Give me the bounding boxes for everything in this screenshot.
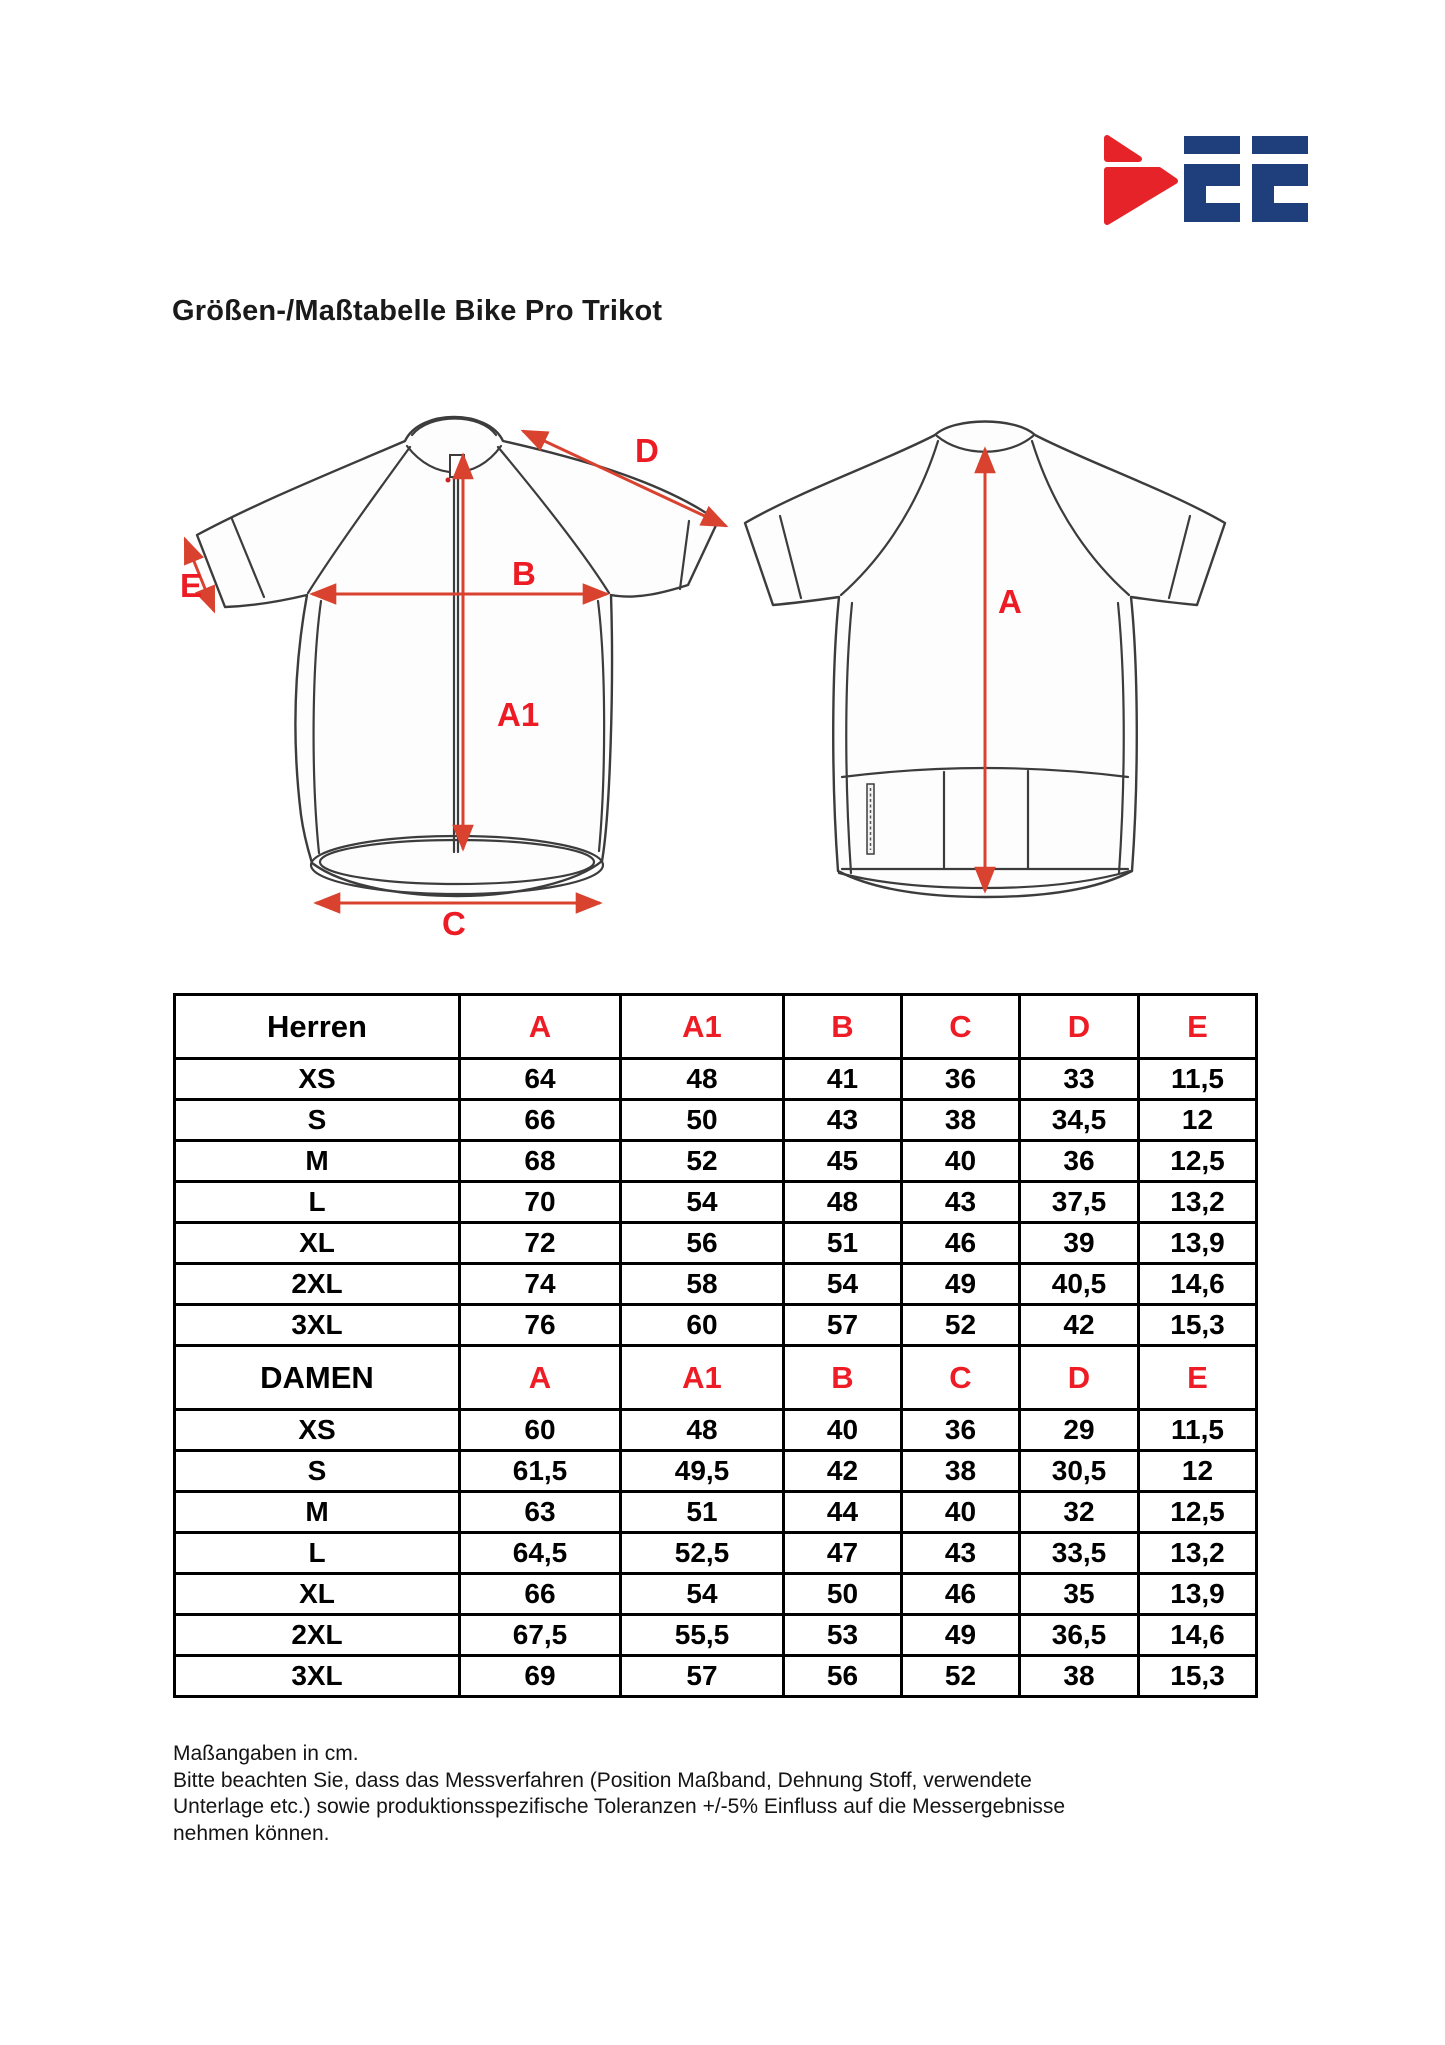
value-cell: 12,5 [1139, 1492, 1257, 1533]
value-cell: 52,5 [621, 1533, 784, 1574]
value-cell: 36,5 [1020, 1615, 1139, 1656]
value-cell: 13,9 [1139, 1223, 1257, 1264]
value-cell: 63 [460, 1492, 621, 1533]
size-cell: 3XL [175, 1305, 460, 1346]
logo-red-arrow-icon [1107, 138, 1175, 222]
value-cell: 42 [784, 1451, 902, 1492]
value-cell: 32 [1020, 1492, 1139, 1533]
footer-line: Bitte beachten Sie, dass das Messverfahren (Position Maßband, Dehnung Stoff, verwendete [173, 1768, 1032, 1792]
value-cell: 56 [621, 1223, 784, 1264]
size-cell: XS [175, 1059, 460, 1100]
footer-line: Maßangaben in cm. [173, 1742, 359, 1765]
value-cell: 44 [784, 1492, 902, 1533]
value-cell: 14,6 [1139, 1615, 1257, 1656]
value-cell: 30,5 [1020, 1451, 1139, 1492]
column-letter: A [460, 995, 621, 1059]
page-title: Größen-/Maßtabelle Bike Pro Trikot [172, 295, 663, 327]
value-cell: 66 [460, 1574, 621, 1615]
value-cell: 52 [902, 1656, 1020, 1697]
value-cell: 47 [784, 1533, 902, 1574]
value-cell: 40 [902, 1141, 1020, 1182]
table-row [175, 1451, 1257, 1492]
column-letter: B [784, 995, 902, 1059]
value-cell: 13,2 [1139, 1533, 1257, 1574]
value-cell: 72 [460, 1223, 621, 1264]
value-cell: 43 [902, 1182, 1020, 1223]
value-cell: 38 [902, 1100, 1020, 1141]
footer-line: nehmen können. [173, 1821, 330, 1845]
value-cell: 52 [621, 1141, 784, 1182]
size-cell: 3XL [175, 1656, 460, 1697]
value-cell: 49 [902, 1615, 1020, 1656]
value-cell: 60 [460, 1410, 621, 1451]
value-cell: 57 [621, 1656, 784, 1697]
value-cell: 49 [902, 1264, 1020, 1305]
value-cell: 46 [902, 1574, 1020, 1615]
value-cell: 48 [621, 1059, 784, 1100]
table-row [175, 1223, 1257, 1264]
value-cell: 12 [1139, 1451, 1257, 1492]
value-cell: 70 [460, 1182, 621, 1223]
size-cell: S [175, 1100, 460, 1141]
column-letter: D [1020, 1346, 1139, 1410]
column-letter: C [902, 995, 1020, 1059]
value-cell: 12 [1139, 1100, 1257, 1141]
value-cell: 53 [784, 1615, 902, 1656]
table-row [175, 1182, 1257, 1223]
table-row [175, 1141, 1257, 1182]
size-cell: XS [175, 1410, 460, 1451]
value-cell: 50 [784, 1574, 902, 1615]
value-cell: 41 [784, 1059, 902, 1100]
value-cell: 34,5 [1020, 1100, 1139, 1141]
column-letter: C [902, 1346, 1020, 1410]
table-row [175, 1410, 1257, 1451]
measure-label-d: D [635, 432, 659, 469]
logo-ee-letters [1184, 136, 1308, 222]
measure-label-a1: A1 [497, 696, 540, 733]
value-cell: 46 [902, 1223, 1020, 1264]
table-row [175, 1059, 1257, 1100]
table-row [175, 1574, 1257, 1615]
table-row [175, 1305, 1257, 1346]
value-cell: 15,3 [1139, 1305, 1257, 1346]
value-cell: 29 [1020, 1410, 1139, 1451]
value-cell: 51 [784, 1223, 902, 1264]
size-cell: XL [175, 1574, 460, 1615]
table-row [175, 1656, 1257, 1697]
table-row [175, 1100, 1257, 1141]
value-cell: 64,5 [460, 1533, 621, 1574]
size-table [173, 993, 1258, 1698]
column-letter: E [1139, 995, 1257, 1059]
footer-note [173, 1741, 1363, 1847]
value-cell: 36 [902, 1059, 1020, 1100]
measure-label-a: A [998, 583, 1022, 620]
value-cell: 37,5 [1020, 1182, 1139, 1223]
size-table-body [175, 995, 1257, 1697]
column-letter: A1 [621, 995, 784, 1059]
value-cell: 33,5 [1020, 1533, 1139, 1574]
column-letter: A [460, 1346, 621, 1410]
value-cell: 40 [784, 1410, 902, 1451]
jersey-front-drawing [197, 417, 718, 896]
section-header-row [175, 1346, 1257, 1410]
value-cell: 61,5 [460, 1451, 621, 1492]
value-cell: 43 [902, 1533, 1020, 1574]
column-letter: D [1020, 995, 1139, 1059]
value-cell: 39 [1020, 1223, 1139, 1264]
measure-label-e: E [180, 567, 203, 604]
value-cell: 54 [621, 1182, 784, 1223]
value-cell: 58 [621, 1264, 784, 1305]
table-row [175, 1492, 1257, 1533]
size-cell: 2XL [175, 1264, 460, 1305]
value-cell: 12,5 [1139, 1141, 1257, 1182]
value-cell: 49,5 [621, 1451, 784, 1492]
value-cell: 15,3 [1139, 1656, 1257, 1697]
value-cell: 48 [621, 1410, 784, 1451]
value-cell: 42 [1020, 1305, 1139, 1346]
size-cell: L [175, 1533, 460, 1574]
table-row [175, 1615, 1257, 1656]
table-row [175, 1533, 1257, 1574]
value-cell: 11,5 [1139, 1059, 1257, 1100]
value-cell: 50 [621, 1100, 784, 1141]
measure-label-c: C [442, 905, 466, 942]
value-cell: 56 [784, 1656, 902, 1697]
table-row [175, 1264, 1257, 1305]
column-letter: A1 [621, 1346, 784, 1410]
value-cell: 33 [1020, 1059, 1139, 1100]
jersey-measurement-diagram [140, 385, 1260, 995]
value-cell: 64 [460, 1059, 621, 1100]
section-label: DAMEN [175, 1346, 460, 1410]
measure-label-b: B [512, 555, 536, 592]
column-letter: B [784, 1346, 902, 1410]
value-cell: 43 [784, 1100, 902, 1141]
value-cell: 36 [902, 1410, 1020, 1451]
value-cell: 66 [460, 1100, 621, 1141]
value-cell: 67,5 [460, 1615, 621, 1656]
section-label: Herren [175, 995, 460, 1059]
value-cell: 40 [902, 1492, 1020, 1533]
section-header-row [175, 995, 1257, 1059]
value-cell: 13,2 [1139, 1182, 1257, 1223]
value-cell: 51 [621, 1492, 784, 1533]
value-cell: 45 [784, 1141, 902, 1182]
size-cell: M [175, 1141, 460, 1182]
footer-line: Unterlage etc.) sowie produktionsspezifische Toleranzen +/-5% Einfluss auf die Messergebnisse [173, 1795, 1065, 1818]
value-cell: 35 [1020, 1574, 1139, 1615]
value-cell: 57 [784, 1305, 902, 1346]
value-cell: 69 [460, 1656, 621, 1697]
value-cell: 55,5 [621, 1615, 784, 1656]
value-cell: 54 [784, 1264, 902, 1305]
value-cell: 38 [902, 1451, 1020, 1492]
value-cell: 54 [621, 1574, 784, 1615]
zipper-dot [446, 478, 451, 483]
size-cell: XL [175, 1223, 460, 1264]
value-cell: 38 [1020, 1656, 1139, 1697]
value-cell: 76 [460, 1305, 621, 1346]
value-cell: 48 [784, 1182, 902, 1223]
size-cell: L [175, 1182, 460, 1223]
value-cell: 13,9 [1139, 1574, 1257, 1615]
value-cell: 11,5 [1139, 1410, 1257, 1451]
value-cell: 36 [1020, 1141, 1139, 1182]
value-cell: 60 [621, 1305, 784, 1346]
size-cell: M [175, 1492, 460, 1533]
value-cell: 74 [460, 1264, 621, 1305]
size-cell: S [175, 1451, 460, 1492]
column-letter: E [1139, 1346, 1257, 1410]
brand-logo [1098, 133, 1308, 225]
value-cell: 68 [460, 1141, 621, 1182]
value-cell: 52 [902, 1305, 1020, 1346]
value-cell: 40,5 [1020, 1264, 1139, 1305]
value-cell: 14,6 [1139, 1264, 1257, 1305]
size-cell: 2XL [175, 1615, 460, 1656]
